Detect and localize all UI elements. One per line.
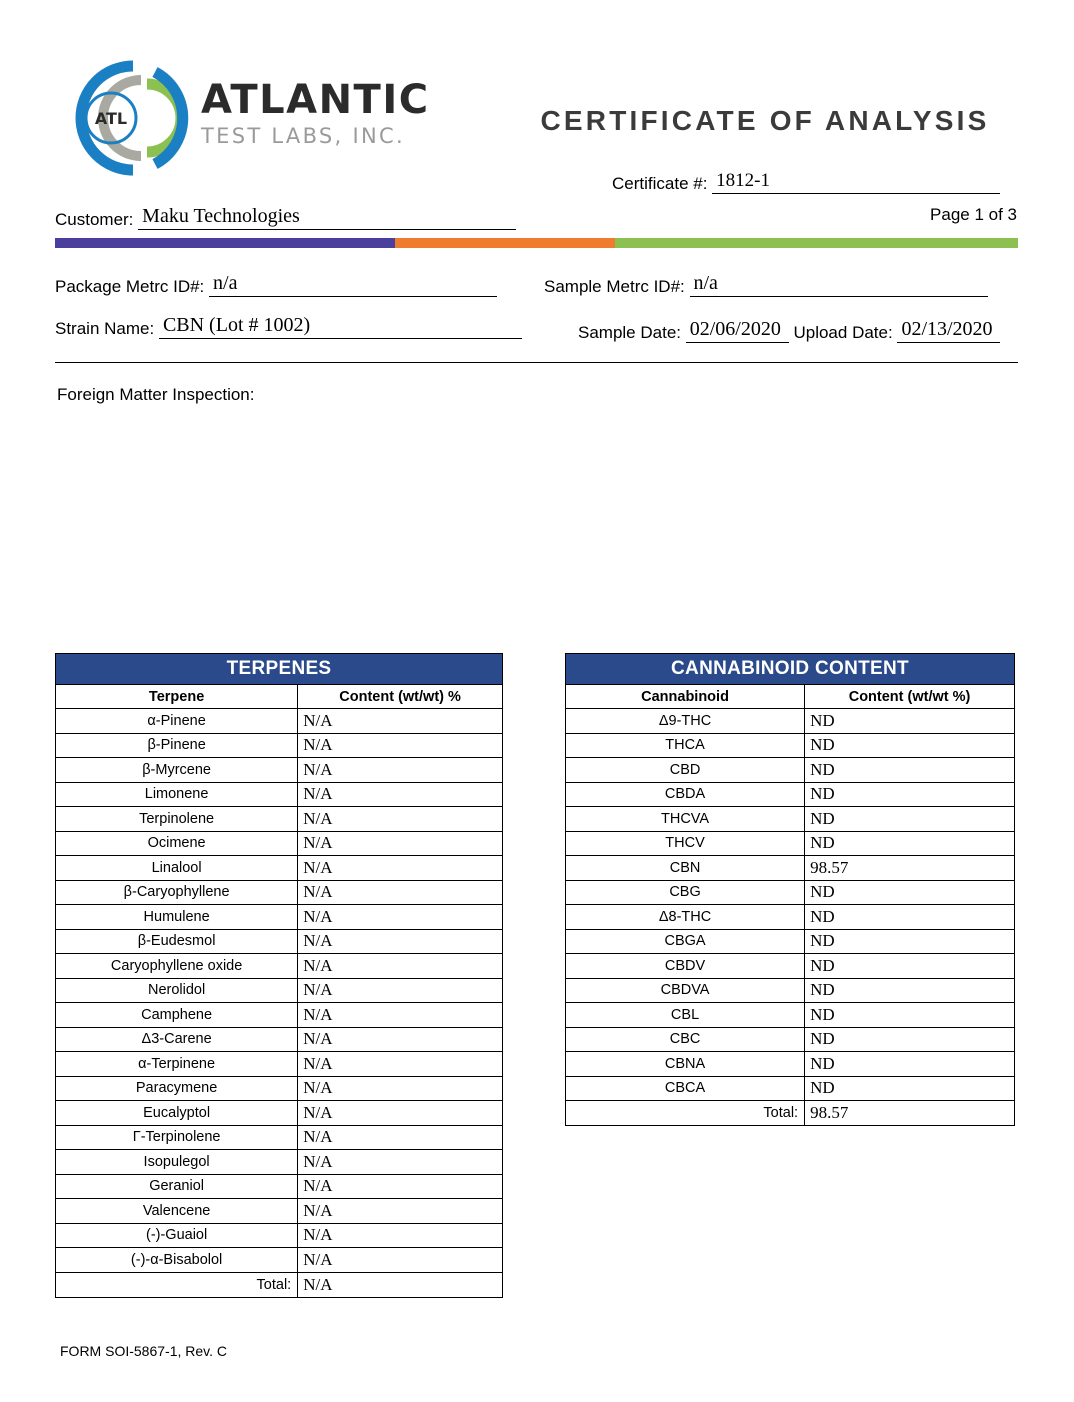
table-row [56,1101,503,1126]
cannabinoid-value: ND [805,733,1015,758]
table-row [56,1076,503,1101]
metrc-row [55,266,1018,308]
terpenes-total-value: N/A [298,1272,503,1297]
certificate-number-value: 1812-1 [712,170,1000,194]
cannabinoids-header-row [566,685,1015,709]
table-row [56,954,503,979]
table-row [56,758,503,783]
company-name: ATLANTIC [201,77,430,123]
cannabinoid-value: ND [805,1052,1015,1077]
cannabinoid-value: ND [805,954,1015,979]
terpene-name: Ocimene [56,831,298,856]
terpene-value: N/A [298,733,503,758]
sample-metrc-label: Sample Metrc ID#: [544,277,685,296]
sample-metrc-field [544,272,988,297]
company-subtitle: TEST LABS, INC. [201,124,405,148]
page-indicator: Page 1 of 3 [930,205,1017,224]
terpene-value: N/A [298,1174,503,1199]
cannabinoid-name: THCV [566,831,805,856]
terpene-value: N/A [298,1223,503,1248]
cannabinoid-value: ND [805,782,1015,807]
table-row [56,856,503,881]
terpene-name: Eucalyptol [56,1101,298,1126]
table-row [56,1174,503,1199]
table-row [566,1003,1015,1028]
customer-value: Maku Technologies [138,205,516,230]
terpene-name: Γ-Terpinolene [56,1125,298,1150]
table-row [56,1125,503,1150]
terpene-value: N/A [298,954,503,979]
cannabinoid-value: ND [805,1076,1015,1101]
terpene-value: N/A [298,1027,503,1052]
company-logo [55,58,455,178]
table-row [566,954,1015,979]
table-row [566,1076,1015,1101]
table-row [566,831,1015,856]
table-row [566,905,1015,930]
cannabinoid-name: CBC [566,1027,805,1052]
cannabinoid-value: ND [805,929,1015,954]
customer-row [55,205,516,230]
terpene-name: Limonene [56,782,298,807]
terpenes-title: TERPENES [56,654,503,685]
table-row [56,831,503,856]
terpene-name: (-)-α-Bisabolol [56,1248,298,1273]
cannabinoid-name: CBDV [566,954,805,979]
brand-colorbar [55,238,1018,248]
cannabinoid-value: ND [805,709,1015,734]
terpenes-header-row [56,685,503,709]
table-row [56,1003,503,1028]
table-row [56,905,503,930]
terpene-value: N/A [298,1150,503,1175]
terpene-value: N/A [298,905,503,930]
cannabinoid-value: ND [805,978,1015,1003]
table-row [56,1052,503,1077]
terpene-value: N/A [298,782,503,807]
sample-date-value: 02/06/2020 [686,318,789,343]
terpene-value: N/A [298,1003,503,1028]
terpene-value: N/A [298,709,503,734]
table-row [566,929,1015,954]
cannabinoid-name: CBD [566,758,805,783]
cannabinoid-name: THCVA [566,807,805,832]
strain-field [55,314,522,339]
table-row [566,856,1015,881]
certificate-number-row [612,170,1000,194]
table-row [56,1199,503,1224]
cannabinoid-name: CBDVA [566,978,805,1003]
terpene-value: N/A [298,978,503,1003]
terpene-name: β-Pinene [56,733,298,758]
cannabinoids-table [565,653,1015,1126]
page-title: CERTIFICATE OF ANALYSIS [540,105,990,136]
terpenes-total-row [56,1272,503,1297]
terpenes-table [55,653,503,1298]
package-metrc-label: Package Metrc ID#: [55,277,205,296]
cannabinoids-total-label: Total: [566,1101,805,1126]
terpenes-title-row [56,654,503,685]
terpene-value: N/A [298,1199,503,1224]
table-row [566,1052,1015,1077]
table-row [56,807,503,832]
table-row [56,880,503,905]
terpene-name: Linalool [56,856,298,881]
table-row [566,1027,1015,1052]
terpenes-col-name: Terpene [56,685,298,709]
terpene-value: N/A [298,929,503,954]
terpene-value: N/A [298,1101,503,1126]
terpene-value: N/A [298,1125,503,1150]
terpene-name: β-Eudesmol [56,929,298,954]
cannabinoid-name: CBGA [566,929,805,954]
cannabinoids-col-content: Content (wt/wt %) [805,685,1015,709]
form-footer: FORM SOI-5867-1, Rev. C [60,1343,228,1359]
terpene-value: N/A [298,1052,503,1077]
terpene-name: α-Terpinene [56,1052,298,1077]
table-row [566,709,1015,734]
cannabinoid-value: ND [805,1003,1015,1028]
cannabinoid-value: ND [805,905,1015,930]
terpene-value: N/A [298,1076,503,1101]
table-row [56,1027,503,1052]
strain-label: Strain Name: [55,319,155,338]
terpene-name: Terpinolene [56,807,298,832]
atl-badge-text: ATL [94,109,128,128]
terpene-value: N/A [298,880,503,905]
cannabinoid-name: Δ9-THC [566,709,805,734]
terpene-name: Geraniol [56,1174,298,1199]
cannabinoid-value: ND [805,758,1015,783]
upload-date-value: 02/13/2020 [897,318,1000,343]
cannabinoid-name: Δ8-THC [566,905,805,930]
cannabinoid-value: 98.57 [805,856,1015,881]
cannabinoid-name: CBDA [566,782,805,807]
table-row [56,978,503,1003]
terpene-name: Humulene [56,905,298,930]
upload-date-label: Upload Date: [793,323,893,342]
terpene-name: Paracymene [56,1076,298,1101]
cannabinoid-name: CBNA [566,1052,805,1077]
table-row [566,880,1015,905]
sample-metadata [55,266,1018,350]
cannabinoid-value: ND [805,831,1015,856]
cannabinoid-name: CBN [566,856,805,881]
terpene-name: β-Caryophyllene [56,880,298,905]
terpene-name: α-Pinene [56,709,298,734]
sample-date-label: Sample Date: [578,323,681,342]
table-row [56,733,503,758]
terpene-value: N/A [298,807,503,832]
terpene-name: Nerolidol [56,978,298,1003]
cannabinoids-total-value: 98.57 [805,1101,1015,1126]
cannabinoid-name: CBG [566,880,805,905]
section-divider [55,362,1018,363]
customer-label: Customer: [55,210,134,229]
terpenes-total-label: Total: [56,1272,298,1297]
cannabinoid-value: ND [805,807,1015,832]
strain-row [55,308,1018,350]
colorbar-segment-3 [615,238,1018,248]
foreign-matter-label: Foreign Matter Inspection: [57,385,255,404]
certificate-number-label: Certificate #: [612,174,708,193]
table-row [566,782,1015,807]
terpenes-col-content: Content (wt/wt) % [298,685,503,709]
cannabinoid-value: ND [805,1027,1015,1052]
colorbar-segment-1 [55,238,395,248]
terpene-name: Isopulegol [56,1150,298,1175]
package-metrc-value: n/a [209,272,497,297]
terpene-name: Δ3-Carene [56,1027,298,1052]
package-metrc-field [55,272,497,297]
cannabinoid-value: ND [805,880,1015,905]
table-row [56,782,503,807]
table-row [56,1248,503,1273]
terpene-name: β-Myrcene [56,758,298,783]
date-fields [578,318,1000,343]
atl-logo-icon [55,58,195,178]
table-row [56,709,503,734]
terpene-value: N/A [298,831,503,856]
terpene-name: (-)-Guaiol [56,1223,298,1248]
cannabinoids-col-name: Cannabinoid [566,685,805,709]
table-row [566,758,1015,783]
terpene-name: Camphene [56,1003,298,1028]
table-row [56,1150,503,1175]
terpene-name: Caryophyllene oxide [56,954,298,979]
cannabinoids-total-row [566,1101,1015,1126]
terpene-value: N/A [298,856,503,881]
table-row [566,733,1015,758]
table-row [566,978,1015,1003]
table-row [56,929,503,954]
terpene-value: N/A [298,1248,503,1273]
cannabinoids-title-row [566,654,1015,685]
cannabinoid-name: CBCA [566,1076,805,1101]
terpene-value: N/A [298,758,503,783]
sample-metrc-value: n/a [690,272,988,297]
table-row [56,1223,503,1248]
terpene-name: Valencene [56,1199,298,1224]
cannabinoid-name: CBL [566,1003,805,1028]
cannabinoid-name: THCA [566,733,805,758]
strain-value: CBN (Lot # 1002) [159,314,522,339]
cannabinoids-title: CANNABINOID CONTENT [566,654,1015,685]
colorbar-segment-2 [395,238,615,248]
table-row [566,807,1015,832]
